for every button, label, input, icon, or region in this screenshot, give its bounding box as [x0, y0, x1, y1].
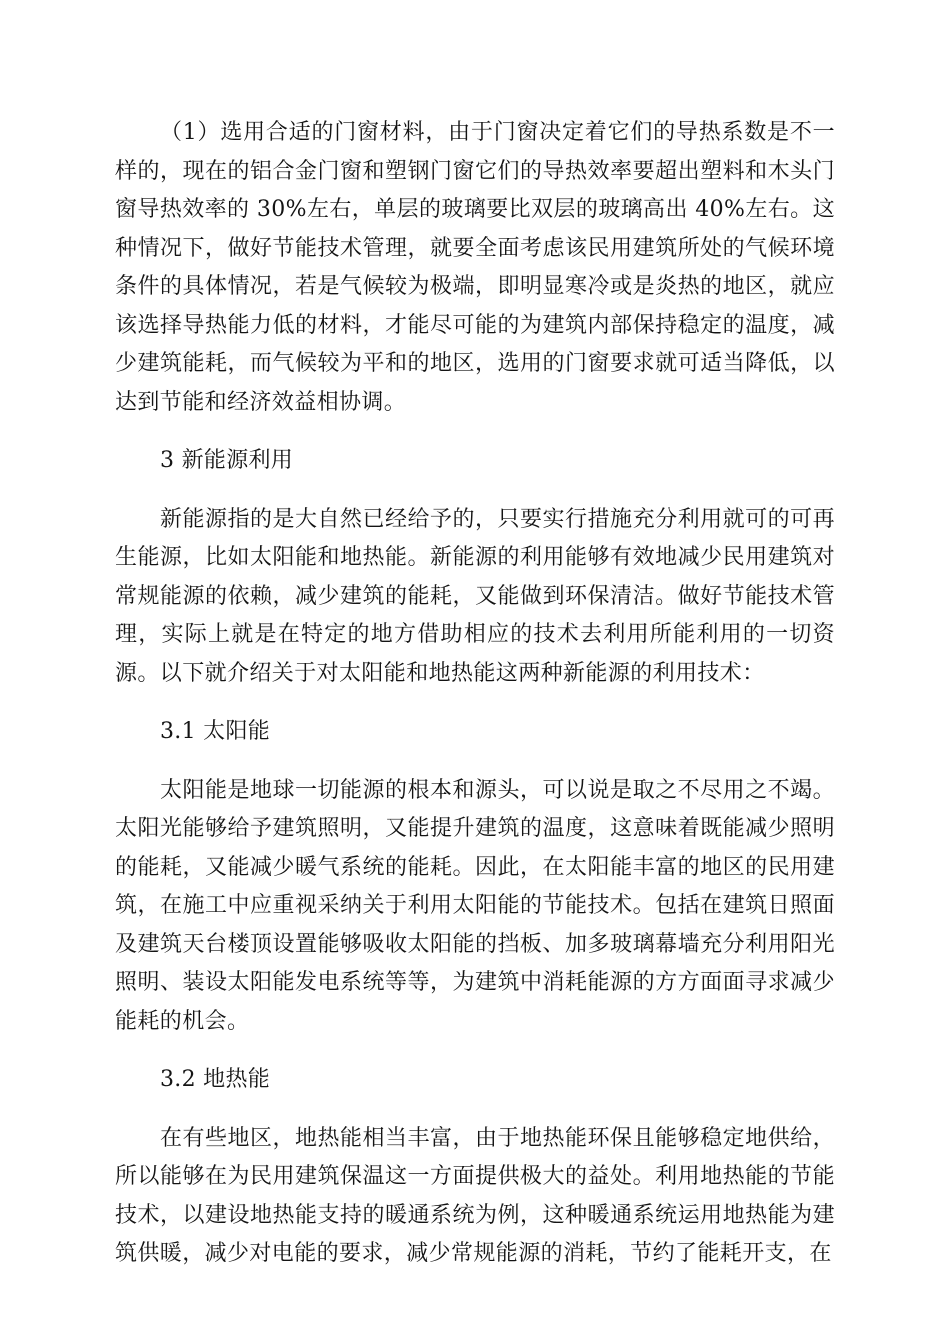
document-body	[115, 114, 835, 1294]
paragraph-solar: 太阳能是地球一切能源的根本和源头，可以说是取之不尽用之不竭。太阳光能够给予建筑照明，又能提升建筑的温度，这意味着既能减少照明的能耗，又能减少暖气系统的能耗。因此，在太阳能丰富的地区的民用建筑，在施工中应重视采纳关于利用太阳能的节能技术。包括在建筑日照面及建筑天台楼顶设置能够吸收太阳能的挡板、加多玻璃幕墙充分利用阳光照明、装设太阳能发电系统等等，为建筑中消耗能源的方方面面寻求减少能耗的机会。	[115, 777, 835, 1034]
section-heading-new-energy: 3 新能源利用	[160, 448, 294, 473]
section-heading-geothermal: 3.2 地热能	[160, 1067, 271, 1092]
paragraph-window-materials: （1）选用合适的门窗材料，由于门窗决定着它们的导热系数是不一样的，现在的铝合金门窗和塑钢门窗它们的导热效率要超出塑料和木头门窗导热效率的 30%左右，单层的玻璃要比双层的玻璃高出 40%左右。这种情况下，做好节能技术管理，就要全面考虑该民用建筑所处的气候环境条件的具体情况，若是气候较为极端，即明显寒冷或是炎热的地区，就应该选择导热能力低的材料，才能尽可能的为建筑内部保持稳定的温度，减少建筑能耗，而气候较为平和的地区，选用的门窗要求就可适当降低，以达到节能和经济效益相协调。	[115, 120, 835, 415]
paragraph-geothermal: 在有些地区，地热能相当丰富，由于地热能环保且能够稳定地供给，所以能够在为民用建筑保温这一方面提供极大的益处。利用地热能的节能技术，以建设地热能支持的暖通系统为例，这种暖通系统运用地热能为建筑供暖，减少对电能的要求，减少常规能源的消耗，节约了能耗开支，在	[115, 1125, 835, 1266]
paragraph-new-energy: 新能源指的是大自然已经给予的，只要实行措施充分利用就可的可再生能源，比如太阳能和地热能。新能源的利用能够有效地减少民用建筑对常规能源的依赖，减少建筑的能耗，又能做到环保清洁。做好节能技术管理，实际上就是在特定的地方借助相应的技术去利用所能利用的一切资源。以下就介绍关于对太阳能和地热能这两种新能源的利用技术：	[115, 506, 835, 686]
section-heading-solar: 3.1 太阳能	[160, 719, 271, 744]
